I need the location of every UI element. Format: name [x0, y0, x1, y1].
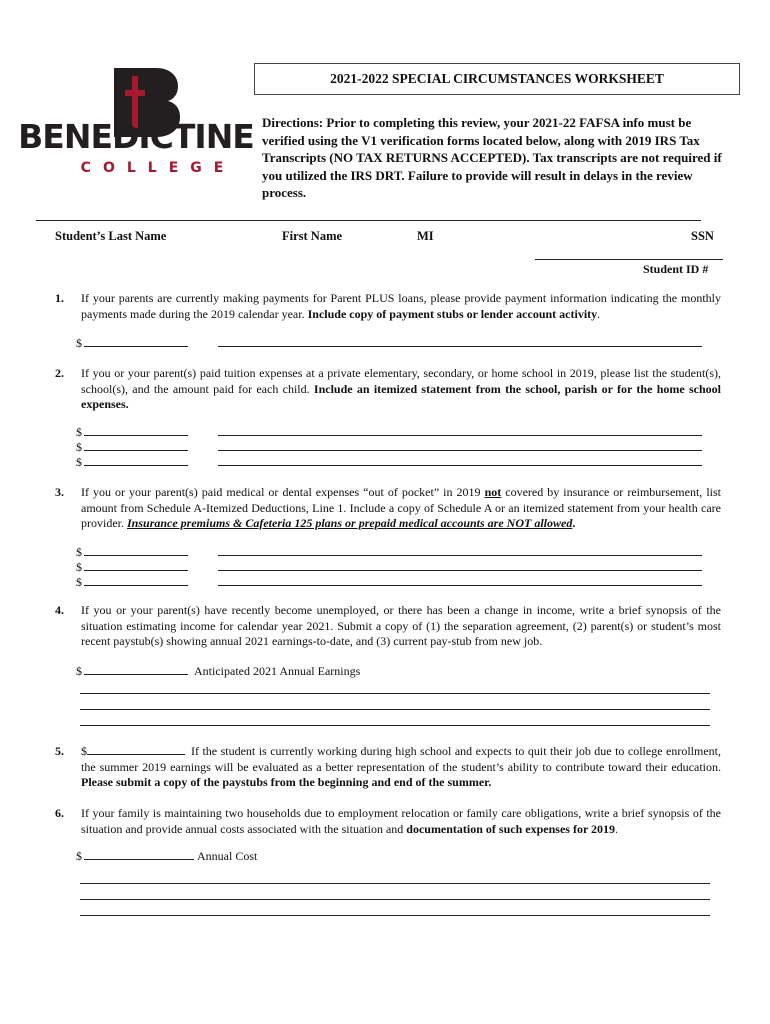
dollar-sign: $ [76, 664, 82, 678]
student-id-line[interactable] [535, 259, 723, 260]
last-name-label: Student’s Last Name [55, 229, 167, 243]
question-1: 1. If your parents are currently making payments for Parent PLUS loans, please provide payment information indicating the monthly payments made during the 2019 calendar year. Include copy of payment stubs or lender account activity. [55, 291, 721, 321]
dollar-sign: $ [76, 455, 82, 469]
logo-college: COLLEGE [80, 160, 236, 176]
question-2: 2. If you or your parent(s) paid tuition expenses at a private elementary, secondary, or home school in 2019, please list the student(s), school(s), and the amount paid for each child. Include an itemized statement from the school, parish or for the home school expenses. [55, 366, 721, 411]
q6-synopsis-line-2[interactable] [80, 899, 710, 900]
q2-detail-field-3[interactable] [218, 465, 702, 466]
benedictine-college-logo [18, 66, 254, 176]
q4-synopsis-line-2[interactable] [80, 709, 710, 710]
directions-text: Directions: Prior to completing this review, your 2021-22 FAFSA info must be verified using the V1 verification forms located below, along with 2019 IRS Tax Transcripts (NO TAX RETURNS ACCEPTED). Tax transcripts are not required if you utilized the IRS DRT. Failure to provide will result in delays in the review process. [262, 115, 722, 200]
logo-wordmark: BENEDICTINE [18, 117, 254, 156]
q2-amount-field-2[interactable] [84, 450, 188, 451]
q2-amount-field-1[interactable] [84, 435, 188, 436]
q3-detail-field-1[interactable] [218, 555, 702, 556]
dollar-sign: $ [76, 336, 82, 350]
q6-cost-field[interactable] [84, 859, 194, 860]
q2-amount-field-3[interactable] [84, 465, 188, 466]
q6-synopsis-line-1[interactable] [80, 883, 710, 884]
student-name-line[interactable] [36, 220, 701, 221]
q6-synopsis-line-3[interactable] [80, 915, 710, 916]
q3-detail-field-2[interactable] [218, 570, 702, 571]
first-name-label: First Name [282, 229, 343, 243]
dollar-sign: $ [76, 575, 82, 589]
question-4: 4. If you or your parent(s) have recently become unemployed, or there has been a change in income, write a brief synopsis of the situation estimating income for calendar year 2021. Submit a copy of (1) the separation agreement, (2) parent(s) or student’s most recent paystub(s) showing annual 2021 earnings-to-date, and (3) current pay-stub from new job. [55, 603, 721, 648]
question-3: 3. If you or your parent(s) paid medical or dental expenses “out of pocket” in 2019 not covered by insurance or reimbursement, list amount from Schedule A-Itemized Deductions, Line 1. Include a copy of Schedule A or an itemized statement from your health care provider. Insurance premiums & Cafeteria 125 plans or prepaid medical accounts are NOT allowed. [55, 485, 721, 530]
q4-earnings-label: Anticipated 2021 Annual Earnings [194, 664, 361, 678]
q2-detail-field-1[interactable] [218, 435, 702, 436]
q4-synopsis-line-3[interactable] [80, 725, 710, 726]
q6-cost-label: Annual Cost [197, 849, 258, 863]
question-5: 5. $ If the student is currently working during high school and expects to quit their job due to college enrollment, the summer 2019 earnings will be evaluated as a better representation of the student’s ability to contribute toward their education. Please submit a copy of the paystubs from the beginning and end of the summer. [55, 744, 721, 789]
q3-amount-field-1[interactable] [84, 555, 188, 556]
worksheet-title: 2021-2022 SPECIAL CIRCUMSTANCES WORKSHEET [254, 63, 740, 95]
q5-earnings-field[interactable] [87, 744, 185, 755]
question-6: 6. If your family is maintaining two households due to employment relocation or family care obligations, write a brief synopsis of the situation and provide annual costs associated with the situation and documentation of such expenses for 2019. [55, 806, 721, 836]
dollar-sign: $ [76, 440, 82, 454]
q4-synopsis-line-1[interactable] [80, 693, 710, 694]
q3-detail-field-3[interactable] [218, 585, 702, 586]
q1-detail-field[interactable] [218, 346, 702, 347]
q4-earnings-field[interactable] [84, 674, 188, 675]
q2-detail-field-2[interactable] [218, 450, 702, 451]
q3-amount-field-3[interactable] [84, 585, 188, 586]
q3-amount-field-2[interactable] [84, 570, 188, 571]
student-id-label: Student ID # [643, 262, 709, 276]
dollar-sign: $ [76, 545, 82, 559]
dollar-sign: $ [76, 425, 82, 439]
mi-label: MI [417, 229, 434, 243]
dollar-sign: $ [76, 560, 82, 574]
q1-amount-field[interactable] [84, 346, 188, 347]
ssn-label: SSN [691, 229, 714, 243]
dollar-sign: $ [76, 849, 82, 863]
